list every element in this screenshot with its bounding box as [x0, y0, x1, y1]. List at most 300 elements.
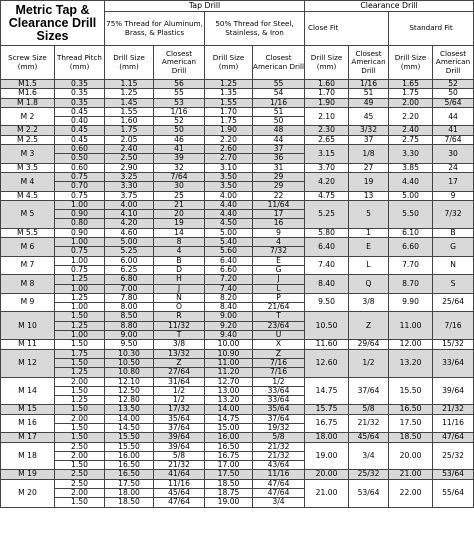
standard-fit-american-cell: 30: [433, 145, 474, 164]
table-row: [1, 433, 474, 442]
standard-fit-drill-cell: 1.75: [389, 89, 433, 98]
standard-fit-drill-cell: 13.20: [389, 349, 433, 377]
tap50-american-cell: 37: [253, 145, 305, 154]
screw-size-cell: M 8: [1, 275, 55, 294]
tap50-drill-cell: 1.70: [205, 107, 253, 116]
tap75-american-cell: O: [154, 303, 205, 312]
thread-pitch-cell: 1.50: [55, 386, 105, 395]
tap75-american-cell: 46: [154, 135, 205, 144]
standard-fit-drill-cell: 3.85: [389, 163, 433, 172]
standard-fit-drill-cell: 5.00: [389, 191, 433, 200]
tap75-drill-cell: 4.10: [105, 210, 154, 219]
close-fit-american-cell: 27: [349, 163, 389, 172]
close-fit-drill-cell: 2.65: [305, 135, 349, 144]
standard-fit-american-cell: 21/32: [433, 405, 474, 414]
tap75-american-cell: 25: [154, 191, 205, 200]
tap75-drill-cell: 4.60: [105, 228, 154, 237]
close-fit-american-cell: 49: [349, 98, 389, 107]
close-fit-american-cell: 5: [349, 200, 389, 228]
standard-fit-drill-cell: 2.40: [389, 126, 433, 135]
close-fit-drill-cell: 3.15: [305, 145, 349, 164]
screw-size-cell: M 12: [1, 349, 55, 377]
screw-size-cell: M 7: [1, 256, 55, 275]
tap50-drill-cell: 16.00: [205, 433, 253, 442]
close-fit-drill-cell: 7.40: [305, 256, 349, 275]
tap75-american-cell: 31/64: [154, 377, 205, 386]
close-fit-drill-cell: 1.70: [305, 89, 349, 98]
tap75-drill-cell: 15.50: [105, 433, 154, 442]
thread-pitch-cell: 0.45: [55, 107, 105, 116]
thread-pitch-cell: 0.70: [55, 182, 105, 191]
screw-size-cell: M 1.8: [1, 98, 55, 107]
table-row: [1, 349, 474, 358]
close-fit-american-cell: 45/64: [349, 433, 389, 442]
tap50-drill-cell: 11.00: [205, 358, 253, 367]
close-fit-drill-cell: 4.75: [305, 191, 349, 200]
tap75-drill-cell: 18.50: [105, 498, 154, 507]
tap50-american-cell: X: [253, 340, 305, 349]
tap75-drill-cell: 7.80: [105, 293, 154, 302]
tap50-drill-cell: 10.90: [205, 349, 253, 358]
tap50-american-cell: 54: [253, 89, 305, 98]
thread-pitch-cell: 1.00: [55, 256, 105, 265]
tap50-american-cell: 48: [253, 126, 305, 135]
table-row: [1, 275, 474, 284]
tap75-american-cell: 13/32: [154, 349, 205, 358]
close-fit-american-cell: 29/64: [349, 340, 389, 349]
thread-pitch-cell: 0.60: [55, 145, 105, 154]
standard-fit-drill-cell: 18.50: [389, 433, 433, 442]
standard-fit-drill-cell: 2.20: [389, 107, 433, 126]
close-fit-drill-cell: 4.20: [305, 172, 349, 191]
thread-pitch-cell: 1.00: [55, 331, 105, 340]
close-fit-drill-cell: 1.90: [305, 98, 349, 107]
tap50-drill-cell: 13.20: [205, 396, 253, 405]
tap50-drill-cell: 1.90: [205, 126, 253, 135]
tap50-american-cell: 21/32: [253, 451, 305, 460]
thread-pitch-cell: 1.25: [55, 293, 105, 302]
table-row: [1, 163, 474, 172]
tap50-american-cell: 44: [253, 135, 305, 144]
table-row: [1, 80, 474, 89]
thread-pitch-cell: 0.35: [55, 98, 105, 107]
close-fit-drill-cell: 12.60: [305, 349, 349, 377]
tap75-drill-cell: 12.10: [105, 377, 154, 386]
tap75-drill-cell: 4.00: [105, 200, 154, 209]
tap50-drill-cell: 2.70: [205, 154, 253, 163]
tap50-american-cell: 47/64: [253, 489, 305, 498]
tap75-american-cell: 50: [154, 126, 205, 135]
tap50-american-cell: J: [253, 275, 305, 284]
screw-size-cell: M 20: [1, 479, 55, 507]
standard-fit-american-cell: B: [433, 228, 474, 237]
standard-fit-drill-cell: 6.60: [389, 238, 433, 257]
tap75-drill-cell: 1.60: [105, 117, 154, 126]
screw-size-cell: M 14: [1, 377, 55, 405]
close-fit-american-cell: L: [349, 256, 389, 275]
tap75-american-cell: 21: [154, 200, 205, 209]
tap50-american-cell: 29: [253, 172, 305, 181]
thread-pitch-cell: 1.75: [55, 349, 105, 358]
screw-size-cell: M 16: [1, 414, 55, 433]
standard-fit-american-cell: 55/64: [433, 479, 474, 507]
screw-size-cell: M 2: [1, 107, 55, 126]
standard-fit-drill-cell: 5.50: [389, 200, 433, 228]
tap75-drill-cell: 2.50: [105, 154, 154, 163]
table-row: [1, 256, 474, 265]
tap50-american-cell: 55: [253, 80, 305, 89]
closest-american-col-header: Closest American Drill: [253, 46, 305, 80]
thread-pitch-cell: 1.25: [55, 368, 105, 377]
tap75-drill-cell: 18.00: [105, 489, 154, 498]
tap75-american-cell: H: [154, 275, 205, 284]
tap75-drill-cell: 3.30: [105, 182, 154, 191]
close-fit-drill-cell: 5.25: [305, 200, 349, 228]
screw-size-cell: M1.6: [1, 89, 55, 98]
thread-pitch-cell: 1.00: [55, 200, 105, 209]
tap75-drill-cell: 14.00: [105, 414, 154, 423]
close-fit-american-cell: 3/32: [349, 126, 389, 135]
tap50-drill-cell: 4.40: [205, 200, 253, 209]
close-fit-american-cell: 1/2: [349, 349, 389, 377]
tap50-drill-cell: 1.25: [205, 80, 253, 89]
thread-pitch-cell: 1.00: [55, 303, 105, 312]
tap75-american-cell: Z: [154, 358, 205, 367]
tap50-american-cell: 4: [253, 238, 305, 247]
tap50-drill-cell: 8.40: [205, 303, 253, 312]
tap75-drill-cell: 14.50: [105, 423, 154, 432]
closest-american-col-header: Closest American Drill: [154, 46, 205, 80]
close-fit-american-cell: 37: [349, 135, 389, 144]
standard-fit-american-cell: 47/64: [433, 433, 474, 442]
tap75-american-cell: 32: [154, 163, 205, 172]
thread-pitch-cell: 2.00: [55, 451, 105, 460]
thread-pitch-cell: 0.90: [55, 228, 105, 237]
tap75-american-cell: B: [154, 256, 205, 265]
tap50-drill-cell: 11.20: [205, 368, 253, 377]
thread-pitch-col-header: Thread Pitch (mm): [55, 46, 105, 80]
standard-fit-american-cell: 7/16: [433, 312, 474, 340]
tap75-drill-cell: 2.40: [105, 145, 154, 154]
tap75-american-cell: 8: [154, 238, 205, 247]
clearance-drill-header: Clearance Drill: [305, 1, 474, 12]
standard-fit-drill-cell: 2.75: [389, 135, 433, 144]
close-fit-drill-cell: 18.00: [305, 433, 349, 442]
tap75-american-cell: 39/64: [154, 442, 205, 451]
standard-fit-drill-cell: 22.00: [389, 479, 433, 507]
tap50-american-cell: 11/16: [253, 470, 305, 479]
closest-american-col-header: Closest American Drill: [349, 46, 389, 80]
tap50-drill-cell: 1.55: [205, 98, 253, 107]
tap75-drill-cell: 8.00: [105, 303, 154, 312]
tap50-american-cell: 16: [253, 219, 305, 228]
tap50-drill-cell: 2.60: [205, 145, 253, 154]
screw-size-cell: M 9: [1, 293, 55, 312]
tap75-drill-cell: 7.00: [105, 284, 154, 293]
close-fit-drill-cell: 6.40: [305, 238, 349, 257]
standard-fit-american-cell: 41: [433, 126, 474, 135]
thread-pitch-cell: 0.75: [55, 191, 105, 200]
tap50-drill-cell: 5.40: [205, 238, 253, 247]
tap75-drill-cell: 4.20: [105, 219, 154, 228]
tap50-drill-cell: 18.50: [205, 479, 253, 488]
tap50-american-cell: U: [253, 331, 305, 340]
standard-fit-american-cell: G: [433, 238, 474, 257]
table-row: [1, 191, 474, 200]
screw-size-cell: M 2.2: [1, 126, 55, 135]
tap50-american-cell: 9: [253, 228, 305, 237]
close-fit-american-cell: 1/16: [349, 80, 389, 89]
tap75-american-cell: 11/32: [154, 321, 205, 330]
tap75-drill-cell: 10.50: [105, 358, 154, 367]
close-fit-drill-cell: 3.70: [305, 163, 349, 172]
tap75-american-cell: 35/64: [154, 414, 205, 423]
tap50-drill-cell: 10.00: [205, 340, 253, 349]
tap75-american-cell: 30: [154, 182, 205, 191]
tap50-american-cell: 7/16: [253, 368, 305, 377]
close-fit-drill-cell: 16.75: [305, 414, 349, 433]
close-fit-drill-cell: 10.50: [305, 312, 349, 340]
tap75-american-cell: 47/64: [154, 498, 205, 507]
standard-fit-drill-cell: 21.00: [389, 470, 433, 479]
tap50-drill-cell: 3.50: [205, 172, 253, 181]
screw-size-cell: M 19: [1, 470, 55, 479]
standard-fit-american-cell: 9: [433, 191, 474, 200]
tap75-american-cell: 11/16: [154, 479, 205, 488]
tap75-american-cell: 1/16: [154, 107, 205, 116]
close-fit-drill-cell: 8.40: [305, 275, 349, 294]
table-row: [1, 442, 474, 451]
screw-size-col-header: Screw Size (mm): [1, 46, 55, 80]
table-row: [1, 293, 474, 302]
tap50-american-cell: 33/64: [253, 396, 305, 405]
close-fit-american-cell: Q: [349, 275, 389, 294]
standard-fit-header: Standard Fit: [389, 12, 474, 46]
screw-size-cell: M 4.5: [1, 191, 55, 200]
close-fit-american-cell: 1/8: [349, 145, 389, 164]
tap75-american-cell: 20: [154, 210, 205, 219]
close-fit-american-cell: Z: [349, 312, 389, 340]
table-row: [1, 405, 474, 414]
close-fit-drill-cell: 2.30: [305, 126, 349, 135]
tap75-drill-cell: 1.15: [105, 80, 154, 89]
tap50-american-cell: 43/64: [253, 461, 305, 470]
tap75-drill-cell: 12.80: [105, 396, 154, 405]
close-fit-american-cell: 5/8: [349, 405, 389, 414]
tap75-american-cell: 19: [154, 219, 205, 228]
close-fit-drill-cell: 1.60: [305, 80, 349, 89]
tap75-american-cell: 41: [154, 145, 205, 154]
tap75-american-cell: 52: [154, 117, 205, 126]
tap50-drill-cell: 9.00: [205, 312, 253, 321]
thread-pitch-cell: 0.90: [55, 210, 105, 219]
standard-fit-american-cell: S: [433, 275, 474, 294]
tap50-american-cell: 37/64: [253, 414, 305, 423]
standard-fit-drill-cell: 17.50: [389, 414, 433, 433]
close-fit-drill-cell: 20.00: [305, 470, 349, 479]
standard-fit-american-cell: 33/64: [433, 349, 474, 377]
tap75-drill-cell: 6.00: [105, 256, 154, 265]
thread-pitch-cell: 0.40: [55, 117, 105, 126]
tap-50-header: 50% Thread for Steel, Stainless, & Iron: [205, 12, 305, 46]
thread-pitch-cell: 1.50: [55, 312, 105, 321]
tap50-drill-cell: 13.00: [205, 386, 253, 395]
tap75-drill-cell: 13.50: [105, 405, 154, 414]
tap50-drill-cell: 4.50: [205, 219, 253, 228]
screw-size-cell: M 18: [1, 442, 55, 470]
tap50-american-cell: T: [253, 312, 305, 321]
thread-pitch-cell: 0.75: [55, 172, 105, 181]
tap50-drill-cell: 19.00: [205, 498, 253, 507]
thread-pitch-cell: 2.00: [55, 414, 105, 423]
tap50-drill-cell: 14.75: [205, 414, 253, 423]
thread-pitch-cell: 0.75: [55, 247, 105, 256]
tap50-american-cell: 7/32: [253, 247, 305, 256]
thread-pitch-cell: 1.25: [55, 275, 105, 284]
table-row: [1, 228, 474, 237]
tap75-drill-cell: 3.75: [105, 191, 154, 200]
tap50-drill-cell: 9.20: [205, 321, 253, 330]
standard-fit-american-cell: 5/64: [433, 98, 474, 107]
standard-fit-drill-cell: 7.70: [389, 256, 433, 275]
drill-size-col-header: Drill Size (mm): [305, 46, 349, 80]
table-row: [1, 107, 474, 116]
close-fit-header: Close Fit: [305, 12, 389, 46]
tap50-american-cell: 21/32: [253, 442, 305, 451]
tap75-american-cell: T: [154, 331, 205, 340]
standard-fit-drill-cell: 12.00: [389, 340, 433, 349]
tap50-drill-cell: 15.00: [205, 423, 253, 432]
screw-size-cell: M 4: [1, 172, 55, 191]
thread-pitch-cell: 2.50: [55, 479, 105, 488]
tap75-american-cell: 3/8: [154, 340, 205, 349]
standard-fit-american-cell: 25/32: [433, 442, 474, 470]
tap50-american-cell: 33/64: [253, 386, 305, 395]
thread-pitch-cell: 0.35: [55, 80, 105, 89]
standard-fit-american-cell: 50: [433, 89, 474, 98]
close-fit-american-cell: 3/8: [349, 293, 389, 312]
drill-size-col-header: Drill Size (mm): [105, 46, 154, 80]
tap50-drill-cell: 7.40: [205, 284, 253, 293]
tap50-drill-cell: 12.70: [205, 377, 253, 386]
screw-size-cell: M 17: [1, 433, 55, 442]
table-row: [1, 479, 474, 488]
tap50-drill-cell: 3.50: [205, 182, 253, 191]
tap50-drill-cell: 5.60: [205, 247, 253, 256]
standard-fit-drill-cell: 3.30: [389, 145, 433, 164]
tap50-american-cell: 31: [253, 163, 305, 172]
standard-fit-american-cell: 52: [433, 80, 474, 89]
tap75-drill-cell: 10.30: [105, 349, 154, 358]
tap75-drill-cell: 8.80: [105, 321, 154, 330]
tap75-american-cell: 7/64: [154, 172, 205, 181]
close-fit-drill-cell: 21.00: [305, 479, 349, 507]
close-fit-drill-cell: 14.75: [305, 377, 349, 405]
tap50-drill-cell: 9.40: [205, 331, 253, 340]
close-fit-american-cell: E: [349, 238, 389, 257]
close-fit-drill-cell: 5.80: [305, 228, 349, 237]
tap50-american-cell: 17: [253, 210, 305, 219]
tap50-american-cell: 51: [253, 107, 305, 116]
tap75-drill-cell: 12.50: [105, 386, 154, 395]
thread-pitch-cell: 0.45: [55, 126, 105, 135]
tap50-american-cell: 21/64: [253, 303, 305, 312]
tap50-american-cell: 36: [253, 154, 305, 163]
thread-pitch-cell: 1.50: [55, 433, 105, 442]
thread-pitch-cell: 0.80: [55, 219, 105, 228]
standard-fit-drill-cell: 11.00: [389, 312, 433, 340]
tap50-drill-cell: 2.20: [205, 135, 253, 144]
tap50-drill-cell: 17.00: [205, 461, 253, 470]
standard-fit-drill-cell: 8.70: [389, 275, 433, 294]
tap50-drill-cell: 4.40: [205, 210, 253, 219]
thread-pitch-cell: 1.50: [55, 358, 105, 367]
tap75-american-cell: N: [154, 293, 205, 302]
thread-pitch-cell: 1.50: [55, 340, 105, 349]
tap75-drill-cell: 2.90: [105, 163, 154, 172]
thread-pitch-cell: 1.50: [55, 498, 105, 507]
standard-fit-drill-cell: 2.00: [389, 98, 433, 107]
close-fit-american-cell: 45: [349, 107, 389, 126]
table-row: [1, 172, 474, 181]
thread-pitch-cell: 1.50: [55, 405, 105, 414]
thread-pitch-cell: 1.50: [55, 461, 105, 470]
tap75-drill-cell: 16.50: [105, 461, 154, 470]
standard-fit-drill-cell: 16.50: [389, 405, 433, 414]
tap50-american-cell: 1/16: [253, 98, 305, 107]
table-row: [1, 470, 474, 479]
closest-american-col-header: Closest American Drill: [433, 46, 474, 80]
tap50-american-cell: 1/2: [253, 377, 305, 386]
tap75-drill-cell: 6.25: [105, 265, 154, 274]
thread-pitch-cell: 2.50: [55, 442, 105, 451]
table-row: [1, 377, 474, 386]
tap50-drill-cell: 5.00: [205, 228, 253, 237]
tap50-american-cell: 5/8: [253, 433, 305, 442]
tap50-american-cell: 7/16: [253, 358, 305, 367]
tap75-drill-cell: 8.50: [105, 312, 154, 321]
screw-size-cell: M 5: [1, 200, 55, 228]
thread-pitch-cell: 1.00: [55, 238, 105, 247]
tap75-american-cell: 1/2: [154, 386, 205, 395]
table-row: [1, 126, 474, 135]
standard-fit-drill-cell: 6.10: [389, 228, 433, 237]
close-fit-american-cell: 37/64: [349, 377, 389, 405]
tap75-american-cell: 55: [154, 89, 205, 98]
table-header: [1, 1, 474, 80]
tap75-drill-cell: 5.25: [105, 247, 154, 256]
thread-pitch-cell: 1.50: [55, 423, 105, 432]
thread-pitch-cell: 0.45: [55, 135, 105, 144]
tap50-american-cell: L: [253, 284, 305, 293]
tap50-american-cell: 47/64: [253, 479, 305, 488]
standard-fit-american-cell: 44: [433, 107, 474, 126]
tap50-american-cell: 3/4: [253, 498, 305, 507]
thread-pitch-cell: 0.50: [55, 154, 105, 163]
close-fit-american-cell: 53/64: [349, 479, 389, 507]
thread-pitch-cell: 0.75: [55, 265, 105, 274]
screw-size-cell: M 3: [1, 145, 55, 164]
tap50-drill-cell: 18.75: [205, 489, 253, 498]
standard-fit-drill-cell: 1.65: [389, 80, 433, 89]
table-row: [1, 145, 474, 154]
tap75-drill-cell: 5.00: [105, 238, 154, 247]
tap-drill-header: Tap Drill: [105, 1, 305, 12]
tap75-drill-cell: 1.55: [105, 107, 154, 116]
table-row: [1, 200, 474, 209]
screw-size-cell: M 10: [1, 312, 55, 340]
tap50-drill-cell: 14.00: [205, 405, 253, 414]
